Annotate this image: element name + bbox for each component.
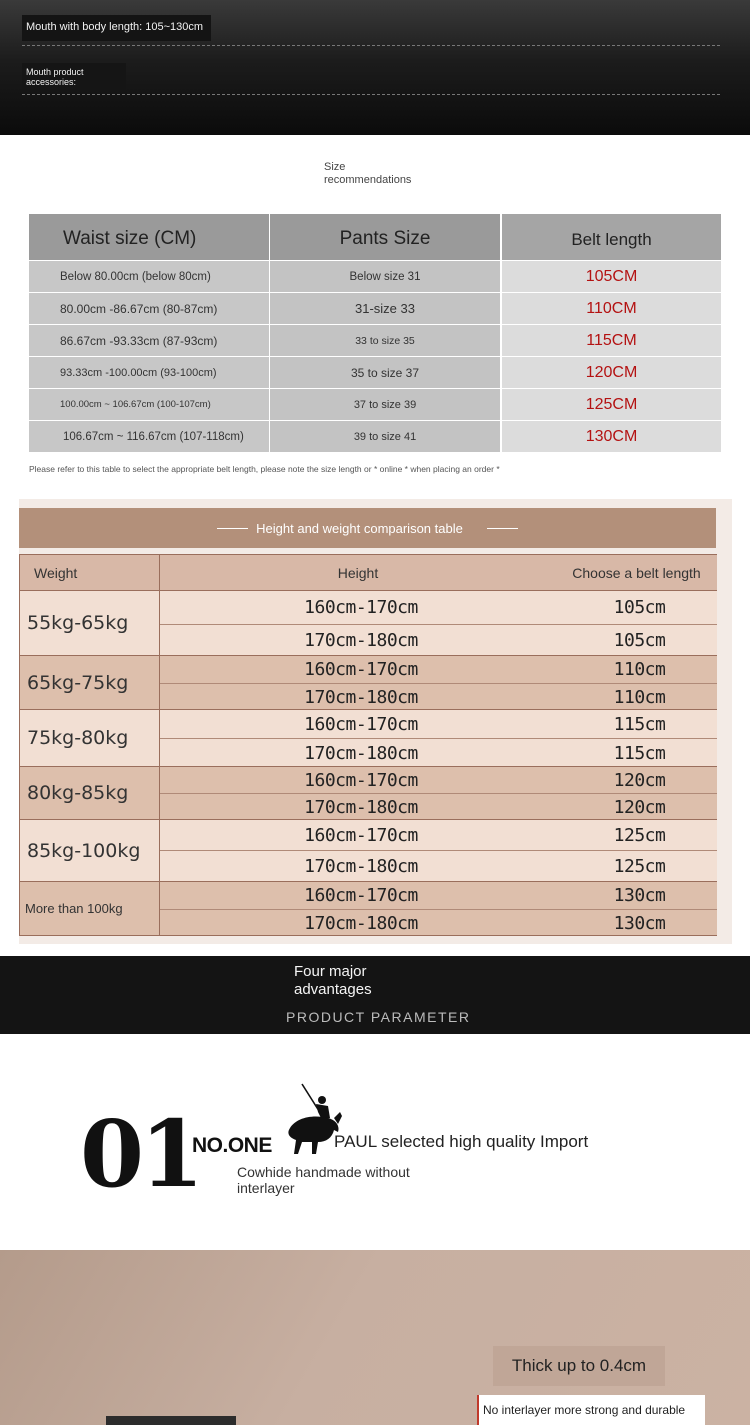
- size-header-belt: Belt length: [502, 214, 721, 260]
- feature-description: Cowhide handmade without interlayer: [237, 1164, 410, 1196]
- waist-cell: 93.33cm -100.00cm (93-100cm): [29, 357, 269, 388]
- hw-row: [160, 909, 717, 936]
- size-row: [29, 357, 721, 388]
- height-cell: 160cm-170cm: [304, 824, 418, 846]
- hw-group: [20, 766, 717, 819]
- pants-cell: Below size 31: [270, 261, 500, 292]
- height-cell: 170cm-180cm: [304, 742, 418, 764]
- size-header-pants: Pants Size: [270, 214, 500, 260]
- hw-row: [160, 882, 717, 909]
- height-weight-table: [19, 554, 717, 936]
- belt-cell: 110CM: [502, 293, 721, 324]
- height-weight-panel: [19, 499, 732, 944]
- belt-cell: 125cm: [613, 856, 666, 877]
- pants-cell: 39 to size 41: [270, 421, 500, 452]
- hw-header-belt: Choose a belt length: [556, 555, 717, 590]
- product-parameter-label: PRODUCT PARAMETER: [286, 1009, 471, 1025]
- height-cell: 160cm-170cm: [304, 885, 418, 906]
- hw-group: [20, 709, 717, 766]
- height-cell: 160cm-170cm: [304, 597, 418, 618]
- waist-cell: 100.00cm ~ 106.67cm (100-107cm): [29, 389, 269, 420]
- title-dash-right: [487, 528, 518, 529]
- hw-row: [160, 820, 717, 850]
- size-row: [29, 325, 721, 356]
- belt-cell: 130cm: [613, 912, 666, 934]
- waist-cell: 106.67cm ~ 116.67cm (107-118cm): [29, 421, 269, 452]
- size-recommendations-title: Size recommendations: [324, 161, 412, 186]
- size-row: [29, 293, 721, 324]
- size-row: [29, 421, 721, 452]
- waist-cell: 86.67cm -93.33cm (87-93cm): [29, 325, 269, 356]
- hw-row: [160, 767, 717, 793]
- hw-row: [160, 591, 717, 624]
- waist-cell: 80.00cm -86.67cm (80-87cm): [29, 293, 269, 324]
- belt-cell: 125cm: [613, 824, 666, 846]
- hw-header-height: Height: [160, 555, 556, 590]
- mouth-accessories-label: Mouth product accessories:: [22, 63, 126, 91]
- title-dash-left: [217, 528, 248, 529]
- hw-row: [160, 710, 717, 738]
- belt-cell: 115cm: [613, 713, 666, 735]
- belt-cell: 105cm: [613, 597, 666, 618]
- weight-cell: 75kg-80kg: [27, 727, 129, 749]
- height-cell: 170cm-180cm: [304, 912, 418, 934]
- size-note: Please refer to this table to select the appropriate belt length, please note the size length or * online * when placing an order *: [29, 464, 500, 474]
- hw-group: [20, 655, 717, 709]
- column-divider: [159, 555, 160, 935]
- belt-cell: 105CM: [502, 261, 721, 292]
- hw-row: [160, 738, 717, 767]
- weight-cell: 55kg-65kg: [27, 612, 129, 634]
- hw-row: [160, 624, 717, 656]
- weight-cell: 80kg-85kg: [27, 782, 129, 804]
- hw-group: [20, 590, 717, 655]
- divider: [22, 94, 720, 95]
- size-header-waist: Waist size (CM): [29, 214, 269, 260]
- polo-horse-rider-icon: [282, 1082, 342, 1162]
- belt-cell: 125CM: [502, 389, 721, 420]
- advantages-title: Four major advantages: [294, 963, 372, 998]
- belt-cell: 130CM: [502, 421, 721, 452]
- belt-cell: 120cm: [613, 769, 666, 791]
- height-cell: 160cm-170cm: [304, 769, 418, 791]
- weight-cell: 85kg-100kg: [27, 839, 141, 862]
- size-row: [29, 389, 721, 420]
- divider: [22, 45, 720, 46]
- belt-cell: 110cm: [613, 686, 666, 708]
- belt-cell: 120CM: [502, 357, 721, 388]
- pants-cell: 33 to size 35: [270, 325, 500, 356]
- belt-cell: 115cm: [613, 742, 666, 764]
- hw-group: [20, 819, 717, 881]
- belt-cell: 110cm: [613, 659, 666, 680]
- hw-header-weight: Weight: [20, 555, 159, 590]
- hw-row: [160, 793, 717, 820]
- belt-cell: 130cm: [613, 885, 666, 906]
- hw-group: [20, 881, 717, 935]
- height-cell: 160cm-170cm: [304, 659, 418, 680]
- belt-cell: 115CM: [502, 325, 721, 356]
- height-cell: 170cm-180cm: [304, 630, 418, 651]
- pants-cell: 31-size 33: [270, 293, 500, 324]
- height-weight-title: Height and weight comparison table: [256, 520, 463, 536]
- belt-cell: 120cm: [613, 796, 666, 818]
- top-banner: [0, 0, 750, 135]
- size-table: [29, 214, 721, 454]
- hw-row: [160, 656, 717, 683]
- feature-label: NO.ONE: [192, 1134, 272, 1157]
- height-cell: 170cm-180cm: [304, 856, 418, 877]
- weight-cell: More than 100kg: [25, 901, 123, 916]
- hw-row: [160, 683, 717, 710]
- belt-cell: 105cm: [613, 630, 666, 651]
- feature-number: 01: [80, 1100, 201, 1208]
- height-cell: 160cm-170cm: [304, 713, 418, 735]
- no-interlayer-label: No interlayer more strong and durable: [477, 1395, 705, 1425]
- mouth-body-length-label: Mouth with body length: 105~130cm: [22, 15, 211, 41]
- size-row: [29, 261, 721, 292]
- thickness-label: Thick up to 0.4cm: [493, 1346, 665, 1386]
- pants-cell: 35 to size 37: [270, 357, 500, 388]
- advantages-banner: [0, 956, 750, 1034]
- height-weight-title-bar: [19, 508, 716, 548]
- hw-row: [160, 850, 717, 882]
- height-cell: 170cm-180cm: [304, 796, 418, 818]
- pants-cell: 37 to size 39: [270, 389, 500, 420]
- height-cell: 170cm-180cm: [304, 686, 418, 708]
- brand-line: PAUL selected high quality Import: [334, 1132, 589, 1151]
- belt-edge-shape: [106, 1416, 236, 1425]
- weight-cell: 65kg-75kg: [27, 671, 129, 694]
- waist-cell: Below 80.00cm (below 80cm): [29, 261, 269, 292]
